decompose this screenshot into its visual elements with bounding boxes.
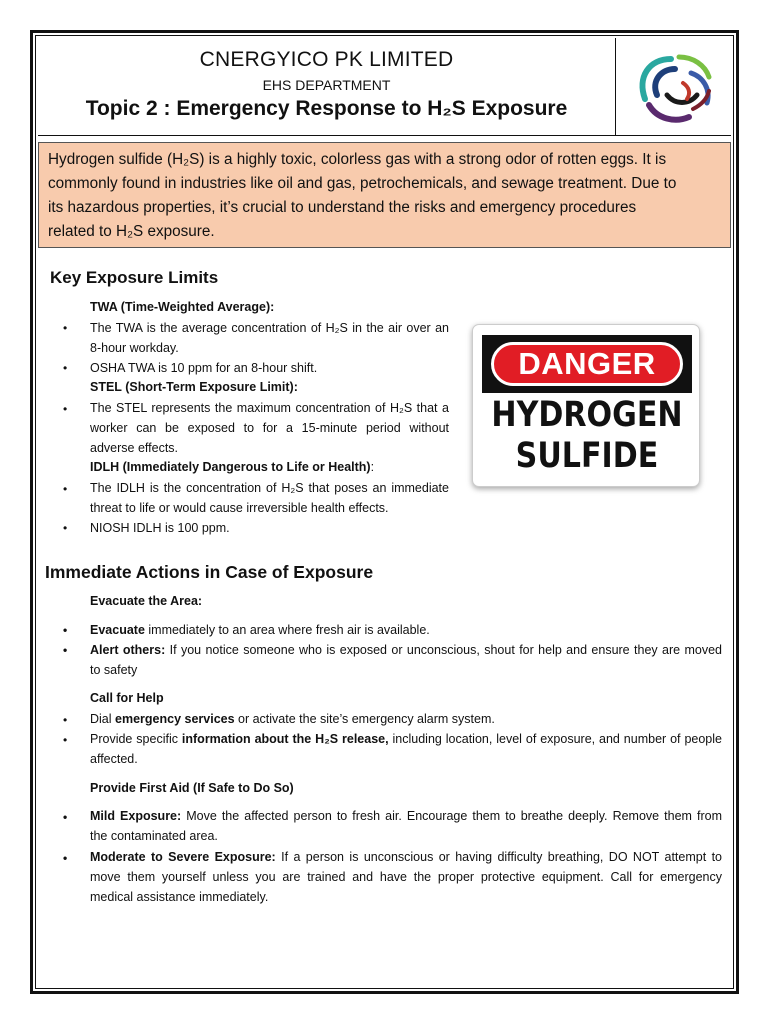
first-aid-heading: Provide First Aid (If Safe to Do So) [90, 781, 294, 795]
call-bullet-2-line-1 [90, 729, 722, 749]
call-b1-pre: Dial [90, 712, 116, 726]
alert-others-term: Alert others: [90, 643, 166, 657]
stel-bullet-1-line-3: adverse effects. [90, 441, 179, 455]
idlh-bullet-1-line-2: threat to life or would cause irreversible health effects. [90, 501, 389, 515]
evacuate-text: immediately to an area where fresh air is available. [144, 623, 430, 637]
document-header [38, 38, 731, 136]
topic-title: Topic 2 : Emergency Response to H₂S Exposure [85, 97, 568, 120]
stel-bullet-1-line-1: The STEL represents the maximum concentration of H₂S that a [90, 401, 449, 415]
twa-bullet-1-line-1: The TWA is the average concentration of H₂S in the air over an [90, 321, 449, 335]
call-b1-rest: or activate the site’s emergency alarm system. [234, 712, 495, 726]
swirl-logo-icon [631, 47, 717, 127]
key-exposure-limits-heading: Key Exposure Limits [50, 268, 219, 287]
alert-others-line-1 [90, 640, 722, 660]
twa-heading: TWA (Time-Weighted Average): [90, 300, 275, 314]
mild-exposure-line-2: the contaminated area. [90, 829, 218, 843]
call-bullet-1 [90, 709, 495, 729]
bullet-icon: • [63, 643, 68, 657]
call-b2-rest: including location, level of exposure, and number of people [388, 732, 722, 746]
intro-line: its hazardous properties, it’s crucial to understand the risks and emergency procedures [48, 199, 637, 216]
bullet-icon: • [63, 810, 68, 824]
bullet-icon: • [63, 482, 68, 496]
bullet-icon: • [63, 733, 68, 747]
emergency-services-term: emergency services [115, 712, 235, 726]
idlh-bullet-2: NIOSH IDLH is 100 ppm. [90, 521, 230, 535]
idlh-heading [90, 460, 374, 474]
alert-others-line-2: to safety [90, 663, 138, 677]
bullet-icon: • [63, 713, 68, 727]
severe-exposure-term: Moderate to Severe Exposure: [90, 850, 276, 864]
twa-bullet-1-line-2: 8-hour workday. [90, 341, 179, 355]
severe-exposure-line-3: medical assistance immediately. [90, 890, 269, 904]
bullet-icon: • [63, 521, 68, 535]
immediate-actions-title: Immediate Actions in Case of Exposure [45, 562, 374, 582]
twa-bullet-2: OSHA TWA is 10 ppm for an 8-hour shift. [90, 361, 318, 375]
severe-exposure-line-2: move them yourself unless you are trained and have the proper protective equipment. Call for emergency [90, 870, 722, 884]
intro-line: Hydrogen sulfide (H₂S) is a highly toxic, colorless gas with a strong odor of rotten eggs. It is [48, 151, 667, 168]
header-title-block [38, 38, 616, 136]
danger-label: DANGER [491, 342, 683, 386]
intro-line: related to H₂S exposure. [48, 223, 215, 240]
sign-line-1: HYDROGEN [491, 395, 683, 435]
severe-exposure-text: If a person is unconscious or having difficulty breathing, DO NOT attempt to [275, 850, 723, 864]
idlh-bullet-1-line-1: The IDLH is the concentration of H₂S that poses an immediate [90, 481, 449, 495]
evacuate-heading: Evacuate the Area: [90, 594, 203, 608]
intro-box [38, 142, 731, 248]
bullet-icon: • [63, 361, 68, 375]
bullet-icon: • [63, 851, 68, 865]
severe-exposure-line-1 [90, 847, 722, 867]
mild-exposure-term: Mild Exposure: [90, 809, 182, 823]
sign-line-2: SULFIDE [515, 436, 659, 476]
stel-bullet-1-line-2: worker can be exposed to for a 15-minute period without [90, 421, 449, 435]
evacuate-bullet-1 [90, 620, 430, 640]
sign-text [489, 395, 685, 477]
danger-hydrogen-sulfide-sign [472, 324, 700, 487]
danger-banner [482, 335, 692, 393]
intro-line: commonly found in industries like oil and gas, petrochemicals, and sewage treatment. Due to [48, 175, 677, 192]
idlh-heading-text: IDLH (Immediately Dangerous to Life or Health) [90, 460, 371, 474]
bullet-icon: • [63, 623, 68, 637]
bullet-icon: • [63, 321, 68, 335]
mild-exposure-text: Move the affected person to fresh air. Encourage them to breathe deeply. Remove them from [181, 809, 722, 823]
evacuate-term: Evacuate [90, 623, 145, 637]
company-name: CNERGYICO PK LIMITED [199, 48, 454, 71]
bullet-icon: • [63, 402, 68, 416]
call-bullet-2-line-2: affected. [90, 752, 138, 766]
idlh-heading-colon: : [370, 460, 375, 474]
call-b2-pre: Provide specific [90, 732, 182, 746]
call-for-help-heading: Call for Help [90, 691, 164, 705]
release-info-term: information about the H₂S release, [181, 732, 389, 746]
company-logo [616, 38, 731, 136]
stel-heading: STEL (Short-Term Exposure Limit): [90, 380, 298, 394]
department-name: EHS DEPARTMENT [262, 77, 391, 93]
mild-exposure-line-1 [90, 806, 722, 826]
alert-others-text: If you notice someone who is exposed or unconscious, shout for help and ensure they are moved [165, 643, 722, 657]
immediate-actions-heading [45, 562, 373, 583]
